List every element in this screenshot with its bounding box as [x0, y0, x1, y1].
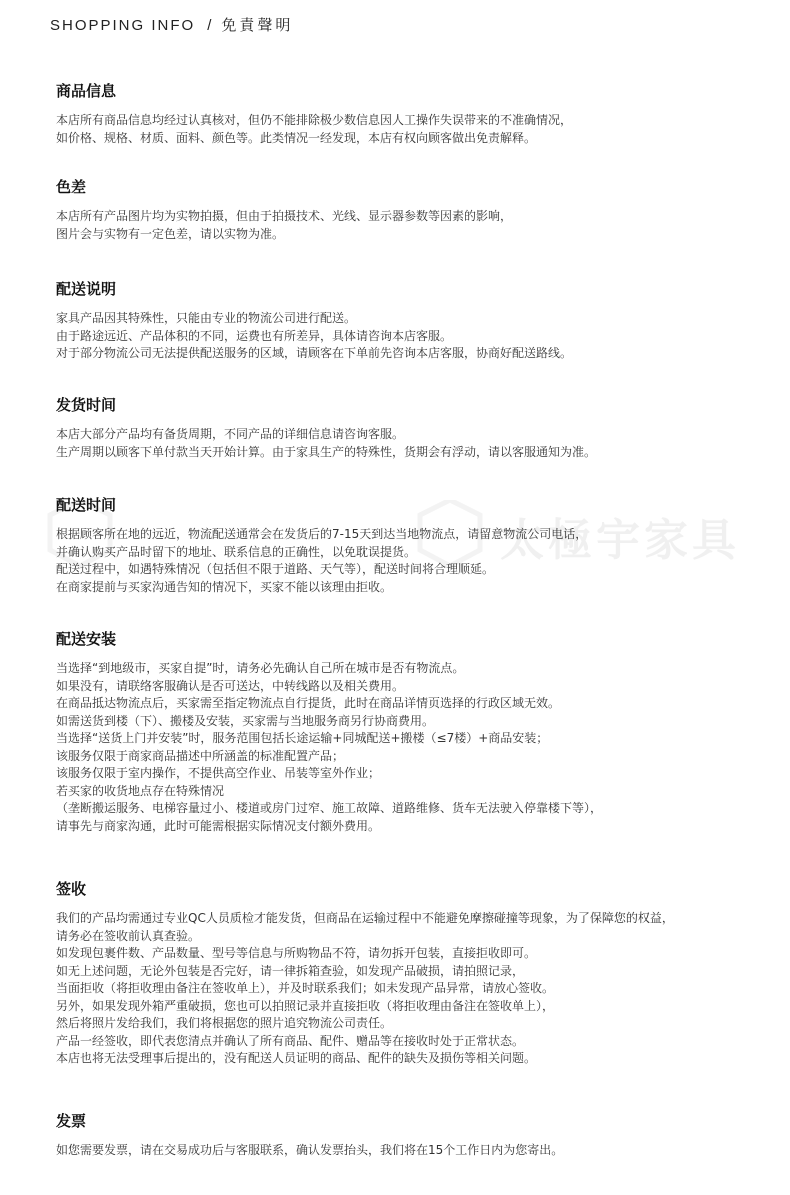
section-title: 发票 — [56, 1112, 87, 1130]
page-header — [50, 14, 293, 35]
section-line: 当面拒收（将拒收理由备注在签收单上），并及时联系我们；如未发现产品异常，请放心签收。 — [56, 981, 555, 995]
section-delivery-time — [56, 494, 781, 596]
section-line: 生产周期以顾客下单付款当天开始计算。由于家具生产的特殊性，货期会有浮动，请以客服通知为准。 — [56, 444, 597, 459]
section-line: 我们的产品均需通过专业QC人员质检才能发货，但商品在运输过程中不能避免摩擦碰撞等现象，为了保障您的权益， — [56, 911, 674, 925]
section-line: 在商家提前与买家沟通告知的情况下，买家不能以该理由拒收。 — [56, 579, 393, 594]
watermark-text: 太極宇家具 — [500, 515, 740, 566]
section-line: 本店所有产品图片均为实物拍摄，但由于拍摄技术、光线、显示器参数等因素的影响， — [56, 209, 513, 223]
section-line: 如果没有，请联络客服确认是否可送达，中转线路以及相关费用。 — [56, 678, 405, 693]
section-line: 对于部分物流公司无法提供配送服务的区域，请顾客在下单前先咨询本店客服，协商好配送路线。 — [56, 346, 573, 360]
section-line: 请务必在签收前认真查验。 — [56, 928, 201, 943]
section-title: 商品信息 — [56, 82, 117, 100]
section-line: 图片会与实物有一定色差，请以实物为准。 — [56, 226, 285, 241]
section-line: 然后将照片发给我们，我们将根据您的照片追究物流公司责任。 — [56, 1016, 393, 1030]
section-title: 发货时间 — [56, 396, 117, 414]
header-title-en: SHOPPING INFO — [50, 17, 196, 34]
section-line: 并确认购买产品时留下的地址、联系信息的正确性，以免耽误提货。 — [56, 544, 417, 559]
section-line: 请事先与商家沟通，此时可能需根据实际情况支付额外费用。 — [56, 818, 381, 833]
section-title: 配送安装 — [56, 630, 117, 648]
section-line: 由于路途远近、产品体积的不同，运费也有所差异，具体请咨询本店客服。 — [56, 328, 453, 343]
section-line: 另外，如果发现外箱严重破损，您也可以拍照记录并直接拒收（将拒收理由备注在签收单上）， — [56, 998, 555, 1013]
section-line: 如需送货到楼（下）、搬楼及安装，买家需与当地服务商另行协商费用。 — [56, 713, 435, 728]
section-signing — [56, 878, 781, 1068]
section-title: 配送时间 — [56, 496, 117, 514]
section-line: 配送过程中，如遇特殊情况（包括但不限于道路、天气等），配送时间将合理顺延。 — [56, 562, 495, 576]
section-delivery-installation — [56, 628, 781, 835]
section-shipping-time — [56, 394, 781, 461]
section-line: 本店大部分产品均有备货周期，不同产品的详细信息请咨询客服。 — [56, 427, 405, 441]
section-line: 如价格、规格、材质、面料、颜色等。此类情况一经发现，本店有权向顾客做出免责解释。 — [56, 130, 537, 145]
section-title: 签收 — [56, 880, 87, 898]
section-line: 本店也将无法受理事后提出的，没有配送人员证明的商品、配件的缺失及损伤等相关问题。 — [56, 1051, 537, 1065]
section-title: 配送说明 — [56, 280, 117, 298]
section-invoice — [56, 1110, 781, 1160]
section-line: 当选择“到地级市，买家自提”时，请务必先确认自己所在城市是否有物流点。 — [56, 661, 465, 675]
section-line: 若买家的收货地点存在特殊情况 — [56, 783, 225, 798]
section-line: （垄断搬运服务、电梯容量过小、楼道或房门过窄、施工故障、道路维修、货车无法驶入停靠楼下等）， — [56, 801, 603, 815]
section-line: 家具产品因其特殊性，只能由专业的物流公司进行配送。 — [56, 311, 357, 325]
section-line: 产品一经签收，即代表您清点并确认了所有商品、配件、赠品等在接收时处于正常状态。 — [56, 1033, 525, 1048]
section-line: 在商品抵达物流点后，买家需至指定物流点自行提货，此时在商品详情页选择的行政区域无效。 — [56, 696, 561, 710]
section-title: 色差 — [56, 178, 87, 196]
section-line: 该服务仅限于室内操作，不提供高空作业、吊装等室外作业； — [56, 766, 381, 780]
section-line: 如您需要发票，请在交易成功后与客服联系，确认发票抬头，我们将在15个工作日内为您寄出。 — [56, 1143, 564, 1157]
section-color-difference — [56, 176, 781, 243]
section-delivery-notes — [56, 278, 781, 363]
section-line: 如发现包裹件数、产品数量、型号等信息与所购物品不符，请勿拆开包装，直接拒收即可。 — [56, 946, 537, 960]
header-title-cn: 免責聲明 — [221, 16, 294, 34]
section-line: 本店所有商品信息均经过认真核对，但仍不能排除极少数信息因人工操作失误带来的不准确情况， — [56, 113, 573, 127]
section-line: 根据顾客所在地的远近，物流配送通常会在发货后的7-15天到达当地物流点，请留意物流公司电话， — [56, 527, 588, 541]
section-product-info — [56, 80, 781, 147]
section-line: 如无上述问题，无论外包装是否完好，请一律拆箱查验，如发现产品破损，请拍照记录， — [56, 963, 525, 978]
section-line: 当选择“送货上门并安装”时，服务范围包括长途运输+同城配送+搬楼（≤7楼）+商品安装； — [56, 731, 549, 745]
section-line: 该服务仅限于商家商品描述中所涵盖的标准配置产品； — [56, 748, 345, 763]
header-separator: / — [207, 17, 214, 34]
